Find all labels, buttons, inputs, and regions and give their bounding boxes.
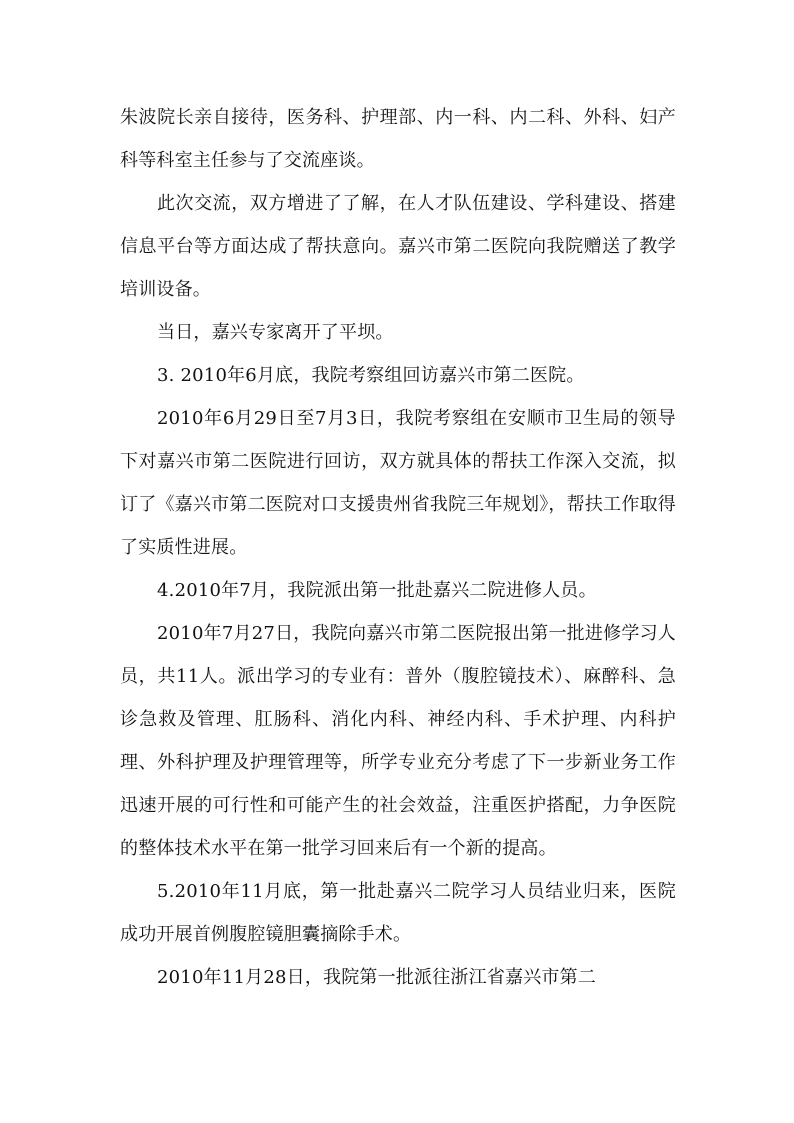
paragraph-reception: 朱波院长亲自接待，医务科、护理部、内一科、内二科、外科、妇产科等科室主任参与了交流座谈。 xyxy=(120,107,676,171)
document-body xyxy=(120,96,676,999)
paragraph-heading-4: 4.2010年7月，我院派出第一批赴嘉兴二院进修人员。 xyxy=(157,580,597,601)
paragraph-experts-depart: 当日，嘉兴专家离开了平坝。 xyxy=(157,322,394,343)
paragraph-return-nov: 2010年11月28日，我院第一批派往浙江省嘉兴市第二 xyxy=(157,967,597,988)
paragraph-exchange-results: 此次交流，双方增进了了解，在人才队伍建设、学科建设、搭建信息平台等方面达成了帮扶意向。嘉兴市第二医院向我院赠送了教学培训设备。 xyxy=(120,193,676,300)
paragraph-heading-3: 3. 2010年6月底，我院考察组回访嘉兴市第二医院。 xyxy=(157,365,585,386)
paragraph-heading-5: 5.2010年11月底，第一批赴嘉兴二院学习人员结业归来，医院成功开展首例腹腔镜胆囊摘除手术。 xyxy=(120,881,676,945)
paragraph-return-visit: 2010年6月29日至7月3日，我院考察组在安顺市卫生局的领导下对嘉兴市第二医院进行回访，双方就具体的帮扶工作深入交流，拟订了《嘉兴市第二医院对口支援贵州省我院三年规划》，帮扶工作取得了实质性进展。 xyxy=(120,408,676,558)
paragraph-first-trainees: 2010年7月27日，我院向嘉兴市第二医院报出第一批进修学习人员，共11人。派出学习的专业有：普外（腹腔镜技术）、麻醉科、急诊急救及管理、肛肠科、消化内科、神经内科、手术护理、内科护理、外科护理及护理管理等，所学专业充分考虑了下一步新业务工作迅速开展的可行性和可能产生的社会效益，注重医护搭配，力争医院的整体技术水平在第一批学习回来后有一个新的提高。 xyxy=(120,623,676,859)
